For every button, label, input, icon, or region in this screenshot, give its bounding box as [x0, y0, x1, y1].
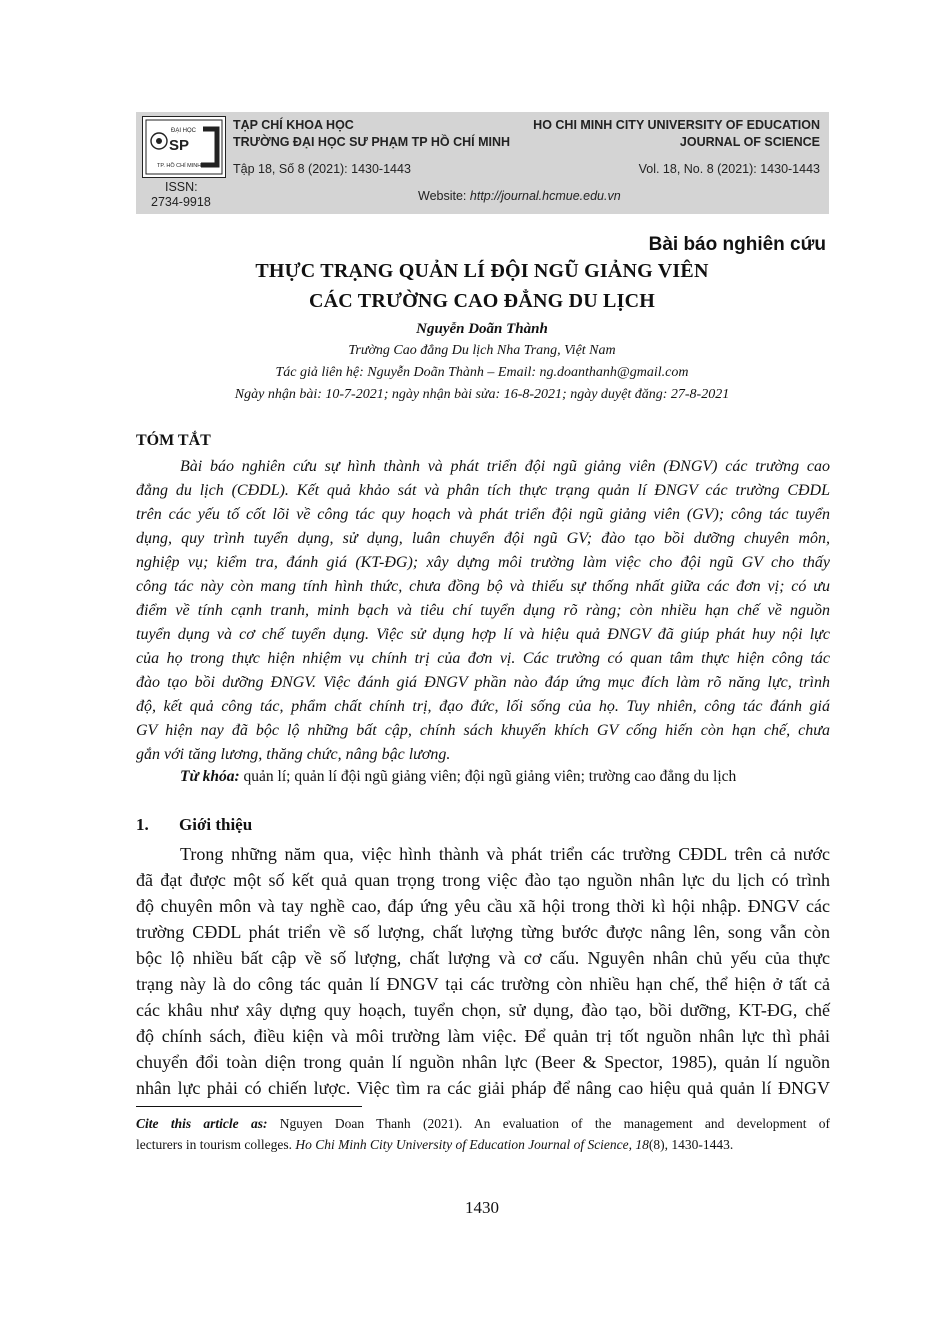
keywords	[180, 768, 736, 786]
article-title-line1: THỰC TRẠNG QUẢN LÍ ĐỘI NGŨ GIẢNG VIÊN	[255, 260, 709, 282]
footnote-divider	[136, 1106, 362, 1107]
body-line: độ chính sách, điều kiện và môi trường làm việc. Để quản trị tốt nguồn nhân lực thì phải	[136, 1026, 830, 1046]
body-line: đã đạt được một số kết quả quan trọng trong việc đào tạo nguồn nhân lực du lịch có trình	[136, 870, 830, 890]
article-type: Bài báo nghiên cứu	[648, 234, 826, 255]
body-line: chuyển đổi toàn diện trong quản lí nguồn nhân lực (Beer & Spector, 1985), quản lí nguồn	[136, 1052, 830, 1072]
abstract-line: gắn với tăng lương, thăng chức, nâng bậc lương.	[136, 746, 451, 763]
journal-en-line2: JOURNAL OF SCIENCE	[679, 135, 820, 149]
citation-text2a: lecturers in tourism colleges.	[136, 1137, 292, 1152]
citation-line1	[136, 1116, 830, 1132]
logo-graphic	[143, 117, 227, 179]
citation-line2	[136, 1137, 830, 1153]
issue-en: Vol. 18, No. 8 (2021): 1430-1443	[638, 162, 820, 176]
logo-top-text: ĐẠI HỌC	[171, 128, 197, 134]
section-heading	[136, 815, 252, 835]
logo-main-text: SP	[169, 137, 190, 154]
abstract-heading: TÓM TẮT	[136, 432, 211, 449]
abstract-line: dụng, quy trình tuyển dụng, sử dụng, luân chuyển đội ngũ GV; đào tạo bồi dưỡng chuyên môn,	[136, 530, 830, 547]
article-title-line2: CÁC TRƯỜNG CAO ĐẲNG DU LỊCH	[309, 290, 655, 312]
issn-number: 2734-9918	[151, 195, 211, 209]
citation-label: Cite this article as:	[136, 1116, 268, 1131]
abstract-line: độ, kết quả công tác, phẩm chất chính trị, đạo đức, lối sống của họ. Tuy nhiên, công tác đánh giá	[136, 698, 830, 715]
citation-text1: Nguyen Doan Thanh (2021). An evaluation of the management and development of	[279, 1116, 831, 1131]
abstract-line: điểm về tính cạnh tranh, minh bạch và tiêu chí tuyển dụng rõ ràng; còn nhiều hạn chế về nguồn	[136, 602, 830, 619]
citation-text2b: (8), 1430-1443.	[648, 1137, 734, 1152]
website	[418, 189, 621, 203]
abstract-line: của họ trong thực hiện nhiệm vụ chính trị của đơn vị. Các trường có quan tâm thực hiện công tác	[136, 650, 830, 667]
body-line: độ chuyên môn và tay nghề cao, đáp ứng yêu cầu xã hội trong thời kì hội nhập. ĐNGV các	[136, 896, 830, 916]
body-line: bộc lộ nhiều bất cập về số lượng, chất lượng và cơ cấu. Nguyên nhân chủ yếu của thực	[136, 948, 830, 968]
journal-logo	[142, 116, 226, 178]
body-line: trường CĐDL phát triển về số lượng, chất lượng từng bước được nâng lên, song vẫn còn	[136, 922, 830, 942]
journal-vi-line2: TRƯỜNG ĐẠI HỌC SƯ PHẠM TP HỒ CHÍ MINH	[233, 135, 511, 149]
abstract-line: đẳng du lịch (CĐDL). Kết quả khảo sát và phân tích thực trạng quản lí ĐNGV các trường CĐDL	[136, 482, 830, 499]
section-number: 1.	[136, 815, 149, 834]
keywords-label: Từ khóa:	[180, 768, 240, 785]
affiliation: Trường Cao đẳng Du lịch Nha Trang, Việt Nam	[348, 343, 616, 358]
abstract-line: trên các yếu tố cốt lõi về công tác quy hoạch và phát triển đội ngũ giảng viên (GV); công tác tuyển	[136, 506, 830, 523]
abstract-line: nghiệp vụ; kiểm tra, đánh giá (KT-ĐG); xây dựng môi trường làm việc cho đội ngũ GV cho thấy	[136, 554, 830, 571]
issn-label: ISSN:	[165, 180, 198, 194]
issue-vi: Tập 18, Số 8 (2021): 1430-1443	[233, 162, 411, 176]
abstract-line: GV hiện nay đã bộc lộ những bất cập, chính sách khuyến khích GV cống hiến còn hạn chế, chưa	[136, 722, 830, 739]
page-number: 1430	[465, 1198, 499, 1217]
body-line: các khâu như xây dựng quy hoạch, tuyển chọn, sử dụng, đào tạo, bồi dưỡng, KT-ĐG, chế	[136, 1000, 830, 1020]
keywords-text: quản lí; quản lí đội ngũ giảng viên; đội ngũ giảng viên; trường cao đẳng du lịch	[243, 768, 737, 785]
body-line: trạng này là do công tác quản lí ĐNGV tại các trường còn nhiều hạn chế, thể hiện ở tất cả	[136, 974, 830, 994]
author-name: Nguyễn Doãn Thành	[416, 321, 548, 337]
abstract-line: tuyển dụng và cơ chế tuyển dụng. Việc sử dụng hợp lí và hiệu quả ĐNGV đã giúp phát huy nội lực	[136, 626, 830, 643]
citation-journal: Ho Chi Minh City University of Education Journal of Science, 18	[295, 1137, 649, 1152]
abstract-line: Bài báo nghiên cứu sự hình thành và phát triển đội ngũ giảng viên (ĐNGV) các trường cao	[180, 458, 830, 475]
journal-vi-line1: TẠP CHÍ KHOA HỌC	[233, 118, 354, 132]
dates: Ngày nhận bài: 10-7-2021; ngày nhận bài sửa: 16-8-2021; ngày duyệt đăng: 27-8-2021	[234, 387, 730, 402]
abstract-line: đào tạo bồi dưỡng ĐNGV. Việc đánh giá ĐNGV phần nào đáp ứng mục đích làm rõ năng lực, trình	[136, 674, 830, 691]
corresponding-author: Tác giả liên hệ: Nguyễn Doãn Thành – Email: ng.doanthanh@gmail.com	[275, 365, 689, 380]
body-line: nhân lực phải có chiến lược. Việc tìm ra các giải pháp để nâng cao hiệu quả quản lí ĐNGV	[136, 1078, 830, 1098]
body-line: Trong những năm qua, việc hình thành và phát triển các trường CĐDL trên cả nước	[180, 844, 830, 864]
section-title: Giới thiệu	[179, 815, 253, 834]
website-link[interactable]: http://journal.hcmue.edu.vn	[469, 189, 621, 203]
abstract-line: công tác này còn mang tính hình thức, chưa đồng bộ và thiếu sự thống nhất giữa các đơn vị; có ưu	[136, 578, 830, 595]
website-label: Website:	[418, 189, 467, 203]
logo-bottom-text: TP. HỒ CHÍ MINH	[157, 163, 202, 169]
journal-en-line1: HO CHI MINH CITY UNIVERSITY OF EDUCATION	[533, 118, 820, 132]
